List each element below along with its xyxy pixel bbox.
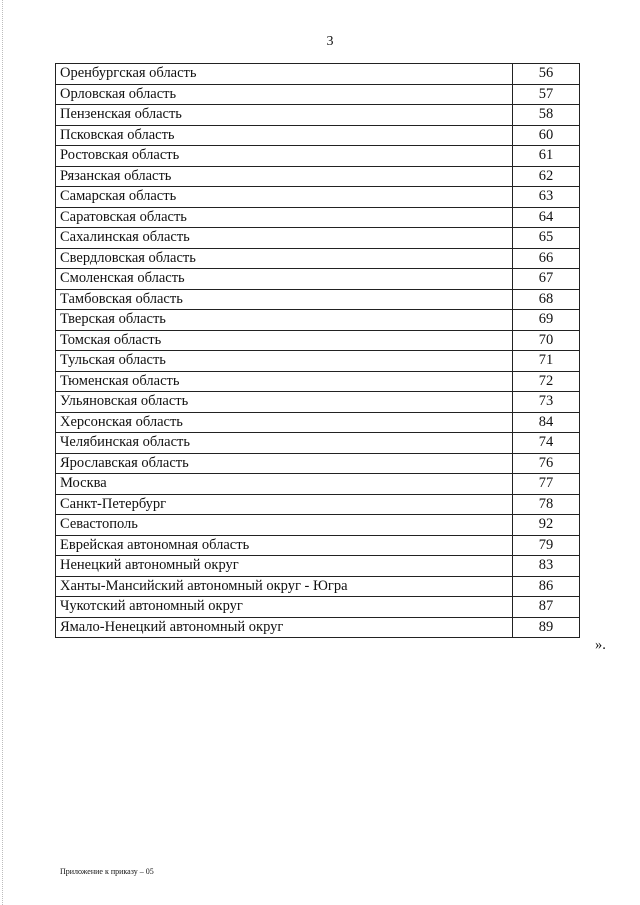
region-code-cell: 74 [513, 433, 580, 454]
region-code-cell: 86 [513, 576, 580, 597]
region-name-cell: Тамбовская область [56, 289, 513, 310]
region-code-cell: 87 [513, 597, 580, 618]
region-name-cell: Херсонская область [56, 412, 513, 433]
region-code-cell: 64 [513, 207, 580, 228]
table-row [56, 207, 580, 228]
table-body [56, 64, 580, 638]
region-name-cell: Ямало-Ненецкий автономный округ [56, 617, 513, 638]
table-row [56, 125, 580, 146]
region-code-cell: 78 [513, 494, 580, 515]
region-code-cell: 71 [513, 351, 580, 372]
table-row [56, 289, 580, 310]
region-name-cell: Чукотский автономный округ [56, 597, 513, 618]
table-row [56, 453, 580, 474]
page-number: 3 [326, 34, 334, 49]
region-name-cell: Псковская область [56, 125, 513, 146]
region-name-cell: Тверская область [56, 310, 513, 331]
table-row [56, 597, 580, 618]
region-code-cell: 60 [513, 125, 580, 146]
table-row [56, 371, 580, 392]
region-name-cell: Оренбургская область [56, 64, 513, 85]
table-row [56, 535, 580, 556]
region-code-cell: 58 [513, 105, 580, 126]
region-name-cell: Еврейская автономная область [56, 535, 513, 556]
region-name-cell: Томская область [56, 330, 513, 351]
table-row [56, 84, 580, 105]
table-row [56, 330, 580, 351]
region-code-cell: 77 [513, 474, 580, 495]
region-code-cell: 84 [513, 412, 580, 433]
table-row [56, 105, 580, 126]
region-name-cell: Челябинская область [56, 433, 513, 454]
region-name-cell: Рязанская область [56, 166, 513, 187]
region-code-cell: 72 [513, 371, 580, 392]
region-name-cell: Санкт-Петербург [56, 494, 513, 515]
table-row [56, 351, 580, 372]
region-name-cell: Ненецкий автономный округ [56, 556, 513, 577]
region-code-cell: 62 [513, 166, 580, 187]
table-row [56, 228, 580, 249]
region-name-cell: Тульская область [56, 351, 513, 372]
region-code-cell: 69 [513, 310, 580, 331]
table-row [56, 310, 580, 331]
region-code-cell: 92 [513, 515, 580, 536]
region-code-cell: 67 [513, 269, 580, 290]
table-row [56, 433, 580, 454]
region-code-cell: 65 [513, 228, 580, 249]
table-row [56, 474, 580, 495]
region-code-cell: 63 [513, 187, 580, 208]
region-name-cell: Свердловская область [56, 248, 513, 269]
region-name-cell: Ростовская область [56, 146, 513, 167]
table-row [56, 392, 580, 413]
table-row [56, 166, 580, 187]
region-code-cell: 76 [513, 453, 580, 474]
region-code-table [55, 63, 580, 638]
table-row [56, 187, 580, 208]
region-code-cell: 73 [513, 392, 580, 413]
table-row [56, 515, 580, 536]
region-name-cell: Сахалинская область [56, 228, 513, 249]
region-name-cell: Ульяновская область [56, 392, 513, 413]
table-row [56, 556, 580, 577]
table-row [56, 146, 580, 167]
region-code-cell: 56 [513, 64, 580, 85]
region-name-cell: Москва [56, 474, 513, 495]
region-name-cell: Самарская область [56, 187, 513, 208]
footer-note: Приложение к приказу – 05 [60, 867, 154, 876]
region-code-cell: 57 [513, 84, 580, 105]
region-name-cell: Смоленская область [56, 269, 513, 290]
region-code-cell: 79 [513, 535, 580, 556]
region-name-cell: Пензенская область [56, 105, 513, 126]
region-name-cell: Тюменская область [56, 371, 513, 392]
table-row [56, 617, 580, 638]
region-name-cell: Ярославская область [56, 453, 513, 474]
region-code-cell: 83 [513, 556, 580, 577]
scan-edge [2, 0, 4, 905]
table-row [56, 412, 580, 433]
table-row [56, 576, 580, 597]
region-code-cell: 89 [513, 617, 580, 638]
closing-quote-mark: ». [595, 637, 606, 653]
table-row [56, 248, 580, 269]
region-code-cell: 66 [513, 248, 580, 269]
table-row [56, 269, 580, 290]
region-code-cell: 70 [513, 330, 580, 351]
region-code-cell: 68 [513, 289, 580, 310]
region-name-cell: Орловская область [56, 84, 513, 105]
region-name-cell: Саратовская область [56, 207, 513, 228]
table-row [56, 494, 580, 515]
region-name-cell: Ханты-Мансийский автономный округ - Югра [56, 576, 513, 597]
region-name-cell: Севастополь [56, 515, 513, 536]
table-row [56, 64, 580, 85]
region-code-cell: 61 [513, 146, 580, 167]
